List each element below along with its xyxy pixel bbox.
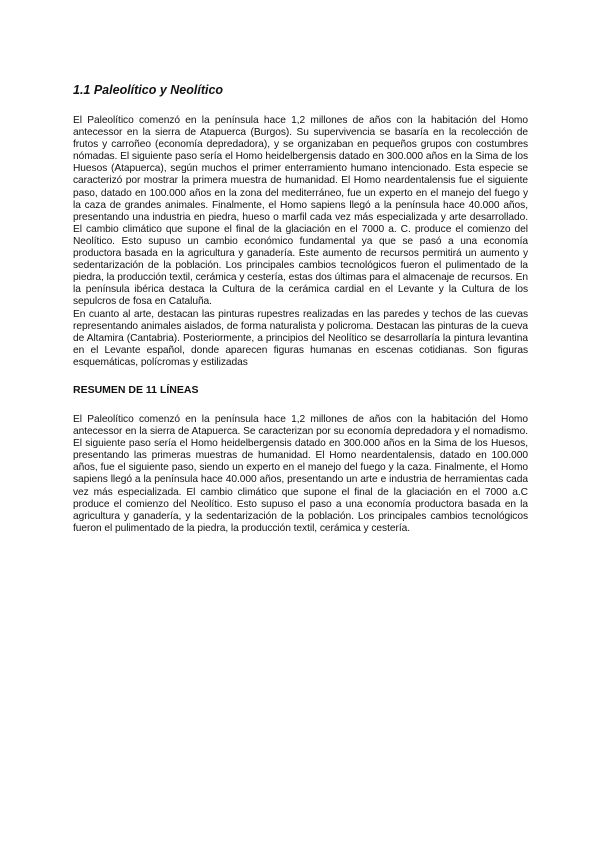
section-title: 1.1 Paleolítico y Neolítico — [73, 83, 224, 97]
body-paragraph-2: En cuanto al arte, destacan las pinturas rupestres realizadas en las paredes y techos de las cuevas representando animales aislados, de forma naturalista y policroma. Destacan las pinturas de la cueva de Altamira (Cantabria). Posteriormente, a principios del Neolítico se desarrollaría la pintura levantina en el Levante español, donde aparecen figuras humanas en escenas cotidianas. Son figuras esquemáticas, polícromas y estilizadas — [73, 308, 528, 368]
body-paragraph-1: El Paleolítico comenzó en la península hace 1,2 millones de años con la habitación del Homo antecessor en la sierra de Atapuerca (Burgos). Su supervivencia se basaría en la recolección de frutos y carroñeo (economía depredadora), y se organizaban en pequeños grupos con costumbres nómadas. El siguiente paso sería el Homo heidelbergensis datado en 300.000 años en la Sima de los Huesos (Atapuerca), según muchos el primer enterramiento humano intencionado. Esta especie se caracterizó por mostrar la primera muestra de humanidad. El Homo neardentalensis fue el siguiente paso, datado en 100.000 años en la zona del mediterráneo, fue un experto en el manejo del fuego y la caza de grandes animales. Finalmente, el Homo sapiens llegó a la península hace 40.000 años, presentando una industria en piedra, hueso o marfil cada vez más especializada y arte desarrollado. El cambio climático que supone el final de la glaciación en el 7000 a. C. produce el comienzo del Neolítico. Esto supuso un cambio económico fundamental ya que se pasó a una economía productora basada en la agricultura y ganadería. Este aumento de recursos permitirá un aumento y sedentarización de la población. Los principales cambios tecnológicos fueron el pulimentado de la piedra, la producción textil, cerámica y cestería, estas dos últimas para el almacenaje de recursos. En la península ibérica destaca la Cultura de la cerámica cardial en el Levante y la Cultura de los sepulcros de fosa en Cataluña. — [73, 115, 528, 308]
summary-paragraph: El Paleolítico comenzó en la península hace 1,2 millones de años con la habitación del Homo antecessor en la sierra de Atapuerca. Se caracterizan por su economía depredadora y el nomadismo. El siguiente paso sería el Homo heidelbergensis datado en 300.000 años en la Sima de los Huesos, presentando las primeras muestras de humanidad. El Homo neardentalensis, datado en 100.000 años, fue el siguiente paso, siendo un experto en el manejo del fuego y la caza. Finalmente, el Homo sapiens llegó a la península hace 40.000 años, presentando un arte e industria de herramientas cada vez más especializada. El cambio climático que supone el final de la glaciación en el 7000 a.C produce el comienzo del Neolítico. Esto supuso el paso a una economía productora basada en la agricultura y ganadería, y la sedentarización de la población. Los principales cambios tecnológicos fueron el pulimentado de la piedra, la producción textil, cerámica y cestería. — [73, 413, 528, 534]
document-page — [73, 82, 528, 535]
summary-title: RESUMEN DE 11 LÍNEAS — [73, 383, 199, 396]
